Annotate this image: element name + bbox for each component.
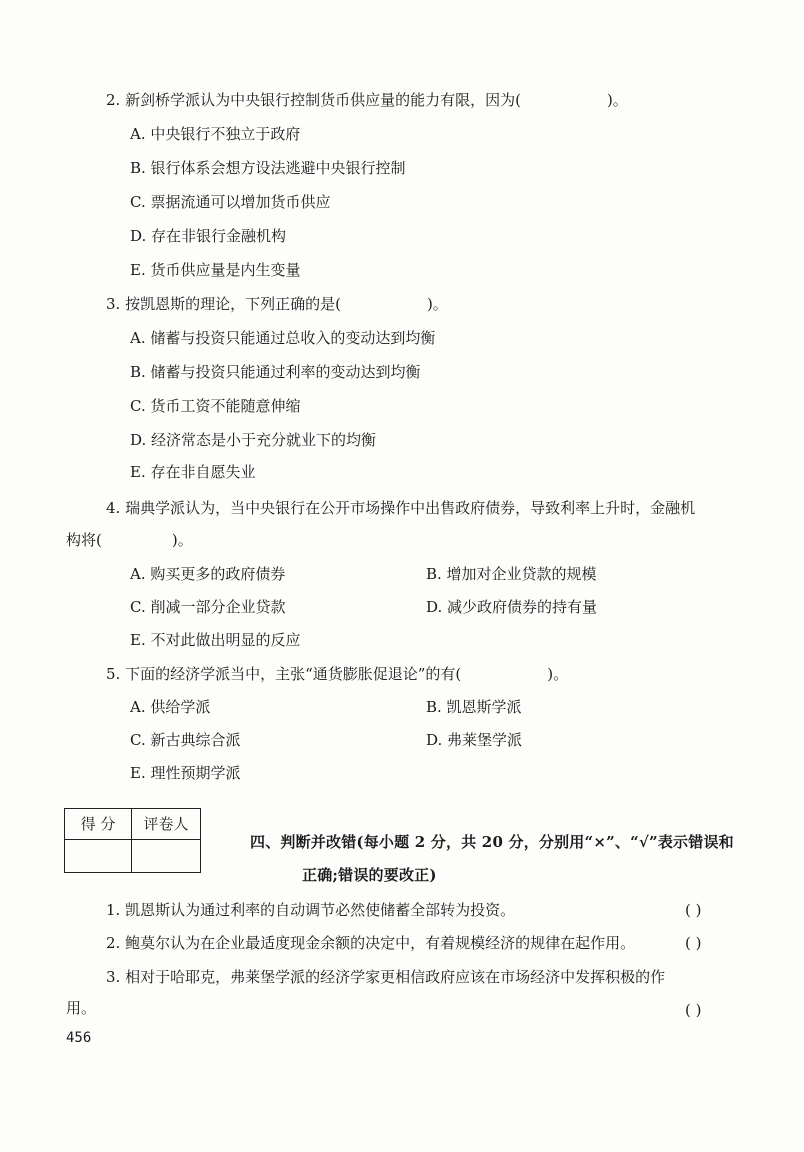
- score-table: [64, 808, 201, 873]
- tf-item-3-answer-paren: ( ): [685, 1001, 702, 1019]
- tf-item-3: 3. 相对于哈耶克，弗莱堡学派的经济学家更相信政府应该在市场经济中发挥积极的作: [106, 968, 666, 986]
- q2-option-e: E. 货币供应量是内生变量: [130, 261, 301, 279]
- tf-item-2-answer-paren: ( ): [685, 934, 702, 952]
- tf-item-1: 1. 凯恩斯认为通过利率的自动调节必然使储蓄全部转为投资。: [106, 901, 516, 919]
- question-4-stem-line2: 构将( )。: [66, 531, 193, 549]
- q4-option-b: B. 增加对企业贷款的规模: [426, 565, 597, 583]
- page-number: 456: [66, 1030, 92, 1046]
- q2-option-a: A. 中央银行不独立于政府: [130, 125, 301, 143]
- q2-option-d: D. 存在非银行金融机构: [130, 227, 287, 245]
- q4-option-c: C. 削减一部分企业贷款: [130, 598, 286, 616]
- q3-option-c: C. 货币工资不能随意伸缩: [130, 397, 301, 415]
- q5-option-b: B. 凯恩斯学派: [426, 698, 522, 716]
- question-3-stem: 3. 按凯恩斯的理论，下列正确的是( )。: [106, 295, 448, 313]
- q2-option-c: C. 票据流通可以增加货币供应: [130, 193, 331, 211]
- q4-option-e: E. 不对此做出明显的反应: [130, 631, 301, 649]
- tf-item-2: 2. 鲍莫尔认为在企业最适度现金余额的决定中，有着规模经济的规律在起作用。: [106, 934, 636, 952]
- grader-cell: [132, 840, 201, 873]
- q2-option-b: B. 银行体系会想方设法逃避中央银行控制: [130, 159, 406, 177]
- score-cell: [65, 840, 132, 873]
- q3-option-e: E. 存在非自愿失业: [130, 463, 256, 481]
- question-5-stem: 5. 下面的经济学派当中，主张“通货膨胀促退论”的有( )。: [106, 665, 569, 683]
- q3-option-d: D. 经济常态是小于充分就业下的均衡: [130, 431, 377, 449]
- q3-option-a: A. 储蓄与投资只能通过总收入的变动达到均衡: [130, 329, 436, 347]
- grader-header: 评卷人: [132, 809, 201, 840]
- question-2-stem: 2. 新剑桥学派认为中央银行控制货币供应量的能力有限，因为( )。: [106, 91, 628, 109]
- tf-item-1-answer-paren: ( ): [685, 901, 702, 919]
- score-header: 得 分: [65, 809, 132, 840]
- q3-option-b: B. 储蓄与投资只能通过利率的变动达到均衡: [130, 363, 421, 381]
- question-4-stem-line1: 4. 瑞典学派认为，当中央银行在公开市场操作中出售政府债券，导致利率上升时，金融机: [106, 499, 696, 517]
- q4-option-d: D. 减少政府债券的持有量: [426, 598, 598, 616]
- q5-option-d: D. 弗莱堡学派: [426, 731, 523, 749]
- q5-option-a: A. 供给学派: [130, 698, 211, 716]
- tf-item-3-cont: 用。: [66, 999, 97, 1017]
- q5-option-e: E. 理性预期学派: [130, 764, 241, 782]
- section-4-title-line2: 正确;错误的要改正): [302, 866, 437, 884]
- q5-option-c: C. 新古典综合派: [130, 731, 241, 749]
- q4-option-a: A. 购买更多的政府债券: [130, 565, 286, 583]
- section-4-title-line1: 四、判断并改错(每小题 2 分，共 20 分，分别用“×”、“√”表示错误和: [250, 833, 734, 851]
